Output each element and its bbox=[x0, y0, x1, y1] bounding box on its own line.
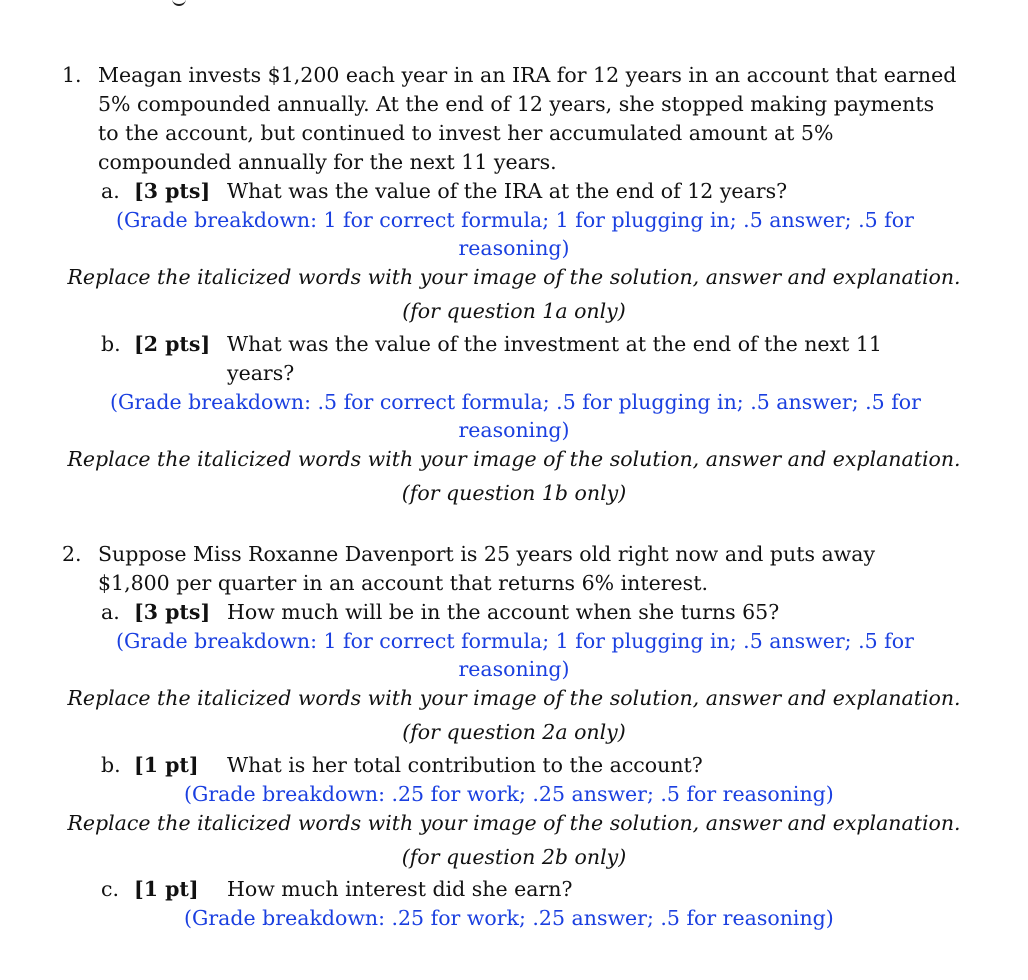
q2c-points: [1 pt] bbox=[134, 877, 199, 901]
q2a-letter: a. bbox=[101, 600, 120, 624]
q1-stem-line-2: 5% compounded annually. At the end of 12 years, she stopped making payments bbox=[98, 92, 935, 116]
q2a-grade-line-1: (Grade breakdown: 1 for correct formula; 1 for plugging in; .5 answer; .5 for bbox=[116, 629, 914, 653]
q2b-scope-note: (for question 2b only) bbox=[401, 845, 627, 869]
q2a-scope-note: (for question 2a only) bbox=[402, 720, 626, 744]
q2c-letter: c. bbox=[101, 877, 119, 901]
q1b-question-line-1: What was the value of the investment at the end of the next 11 bbox=[227, 332, 882, 356]
q2a-points: [3 pts] bbox=[134, 600, 211, 624]
q2a-grade-line-2: reasoning) bbox=[458, 657, 570, 681]
q1-stem-line-3: to the account, but continued to invest her accumulated amount at 5% bbox=[98, 121, 834, 145]
q2b-letter: b. bbox=[101, 753, 121, 777]
q1b-question-line-2: years? bbox=[227, 361, 295, 385]
clipped-text-fragment bbox=[172, 0, 186, 6]
q1a-scope-note: (for question 1a only) bbox=[402, 299, 626, 323]
q1b-replace-instruction: Replace the italicized words with your image of the solution, answer and explanation. bbox=[67, 447, 961, 471]
q1b-letter: b. bbox=[101, 332, 121, 356]
q2-number: 2. bbox=[62, 542, 82, 566]
q2c-question: How much interest did she earn? bbox=[227, 877, 573, 901]
q1a-replace-instruction: Replace the italicized words with your image of the solution, answer and explanation. bbox=[67, 265, 961, 289]
q1a-grade-line-1: (Grade breakdown: 1 for correct formula; 1 for plugging in; .5 answer; .5 for bbox=[116, 208, 914, 232]
q2b-points: [1 pt] bbox=[134, 753, 199, 777]
q1a-letter: a. bbox=[101, 179, 120, 203]
q2-stem-line-2: $1,800 per quarter in an account that returns 6% interest. bbox=[98, 571, 708, 595]
q1b-grade-line-2: reasoning) bbox=[458, 418, 570, 442]
q1a-points: [3 pts] bbox=[134, 179, 211, 203]
q2b-grade: (Grade breakdown: .25 for work; .25 answer; .5 for reasoning) bbox=[184, 782, 834, 806]
q1a-grade-line-2: reasoning) bbox=[458, 236, 570, 260]
q1-stem-line-4: compounded annually for the next 11 years. bbox=[98, 150, 557, 174]
q2c-grade: (Grade breakdown: .25 for work; .25 answer; .5 for reasoning) bbox=[184, 906, 834, 930]
q1b-points: [2 pts] bbox=[134, 332, 211, 356]
q1b-grade-line-1: (Grade breakdown: .5 for correct formula; .5 for plugging in; .5 answer; .5 for bbox=[110, 390, 921, 414]
q2a-replace-instruction: Replace the italicized words with your image of the solution, answer and explanation. bbox=[67, 686, 961, 710]
q2b-question: What is her total contribution to the account? bbox=[227, 753, 703, 777]
q2a-question: How much will be in the account when she turns 65? bbox=[227, 600, 780, 624]
q1-stem-line-1: Meagan invests $1,200 each year in an IRA for 12 years in an account that earned bbox=[98, 63, 957, 87]
q2-stem-line-1: Suppose Miss Roxanne Davenport is 25 years old right now and puts away bbox=[98, 542, 876, 566]
q2b-replace-instruction: Replace the italicized words with your image of the solution, answer and explanation. bbox=[67, 811, 961, 835]
q1-number: 1. bbox=[62, 63, 82, 87]
q1a-question: What was the value of the IRA at the end of 12 years? bbox=[227, 179, 788, 203]
q1b-scope-note: (for question 1b only) bbox=[401, 481, 627, 505]
